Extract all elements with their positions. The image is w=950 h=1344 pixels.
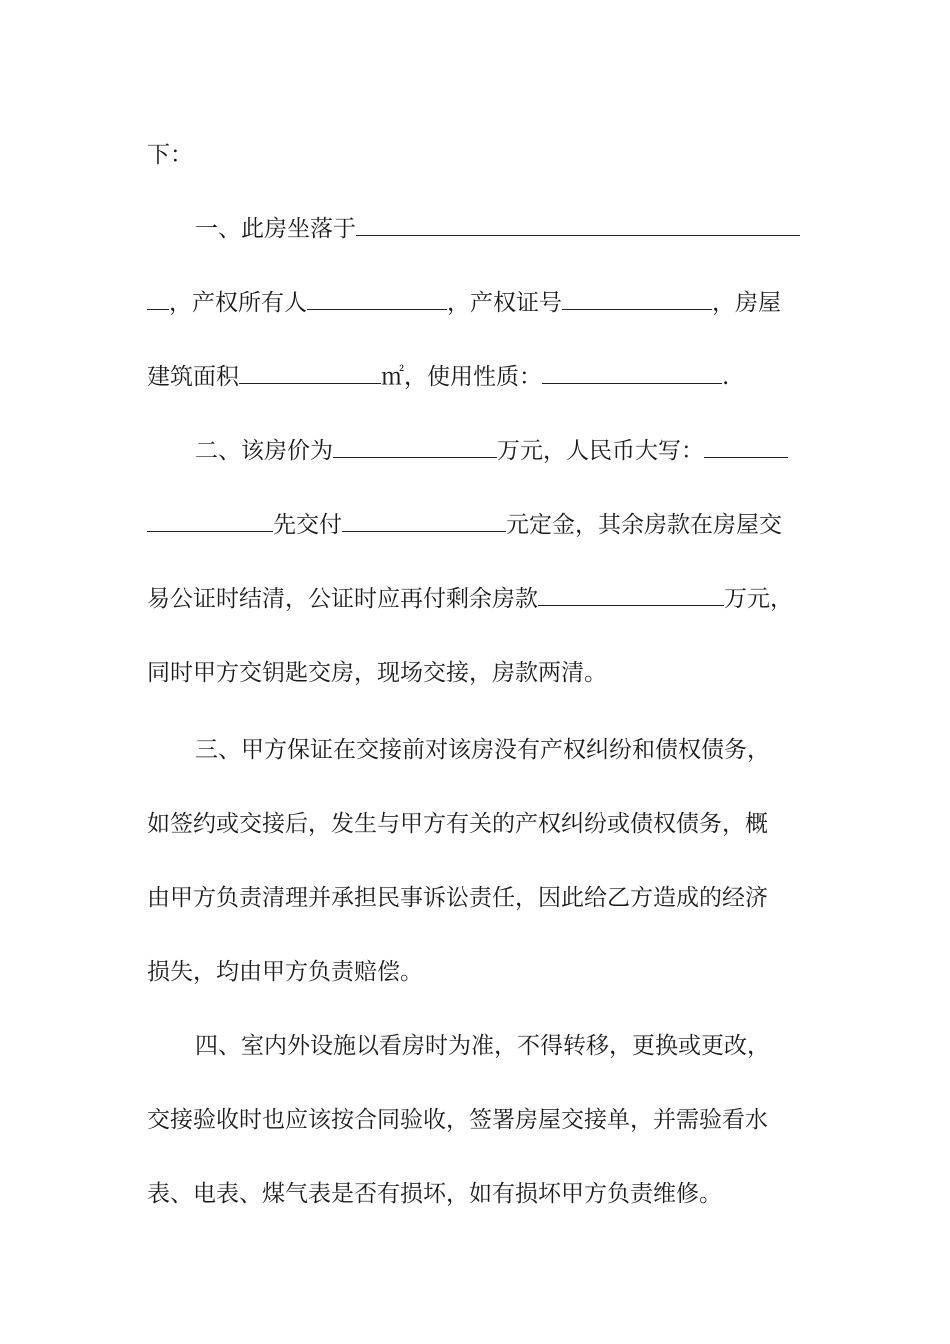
line-text: ，房屋 <box>712 290 781 316</box>
line-text: 四、室内外设施以看房时为准，不得转移，更换或更改， <box>195 1033 770 1059</box>
text-line <box>147 1103 807 1137</box>
line-text: 交接验收时也应该按合同验收，签署房屋交接单，并需验看水 <box>147 1107 768 1133</box>
line-text: 如签约或交接后，发生与甲方有关的产权纠纷或债权债务，概 <box>147 811 768 837</box>
usage-label: ㎡，使用性质： <box>381 364 542 390</box>
line-text: . <box>722 364 730 390</box>
owner-label: ，产权所有人 <box>169 290 307 316</box>
clause-3-line <box>147 733 807 767</box>
text-line <box>147 955 807 989</box>
usage-blank[interactable] <box>542 361 722 384</box>
clause-2-line <box>147 434 807 468</box>
certificate-blank[interactable] <box>562 287 712 310</box>
text-line <box>147 360 807 394</box>
text-line <box>147 508 807 542</box>
text-line <box>147 881 807 915</box>
clause-4-line <box>147 1029 807 1063</box>
remaining-blank[interactable] <box>538 583 724 606</box>
area-label: 建筑面积 <box>147 364 239 390</box>
text-line <box>147 656 807 690</box>
text-line <box>147 286 807 320</box>
line-text: 万元， <box>724 586 793 612</box>
certificate-label: ，产权证号 <box>447 290 562 316</box>
deposit-label: 先交付 <box>273 512 342 538</box>
remaining-label: 易公证时结清，公证时应再付剩余房款 <box>147 586 538 612</box>
uppercase-label: 万元，人民币大写： <box>497 438 704 464</box>
line-text: 由甲方负责清理并承担民事诉讼责任，因此给乙方造成的经济 <box>147 885 768 911</box>
line-text: 元定金，其余房款在房屋交 <box>506 512 782 538</box>
location-blank[interactable] <box>356 213 800 236</box>
text-line <box>147 807 807 841</box>
text-line <box>147 582 807 616</box>
deposit-blank[interactable] <box>342 509 506 532</box>
text-line <box>147 138 807 172</box>
line-text: 损失，均由甲方负责赔偿。 <box>147 959 423 985</box>
text-line <box>147 1177 807 1211</box>
line-text: 表、电表、煤气表是否有损坏，如有损坏甲方负责维修。 <box>147 1181 722 1207</box>
uppercase-blank[interactable] <box>704 435 788 458</box>
price-label: 二、该房价为 <box>195 438 333 464</box>
location-blank-cont[interactable] <box>147 287 169 310</box>
price-blank[interactable] <box>333 435 497 458</box>
owner-blank[interactable] <box>307 287 447 310</box>
line-text: 下： <box>147 142 193 168</box>
uppercase-blank-cont[interactable] <box>147 509 273 532</box>
line-text: 同时甲方交钥匙交房，现场交接，房款两清。 <box>147 660 607 686</box>
clause-1-text: 一、此房坐落于 <box>195 216 356 242</box>
line-text: 三、甲方保证在交接前对该房没有产权纠纷和债权债务， <box>195 737 770 763</box>
area-blank[interactable] <box>239 361 381 384</box>
clause-1-line <box>147 212 807 246</box>
